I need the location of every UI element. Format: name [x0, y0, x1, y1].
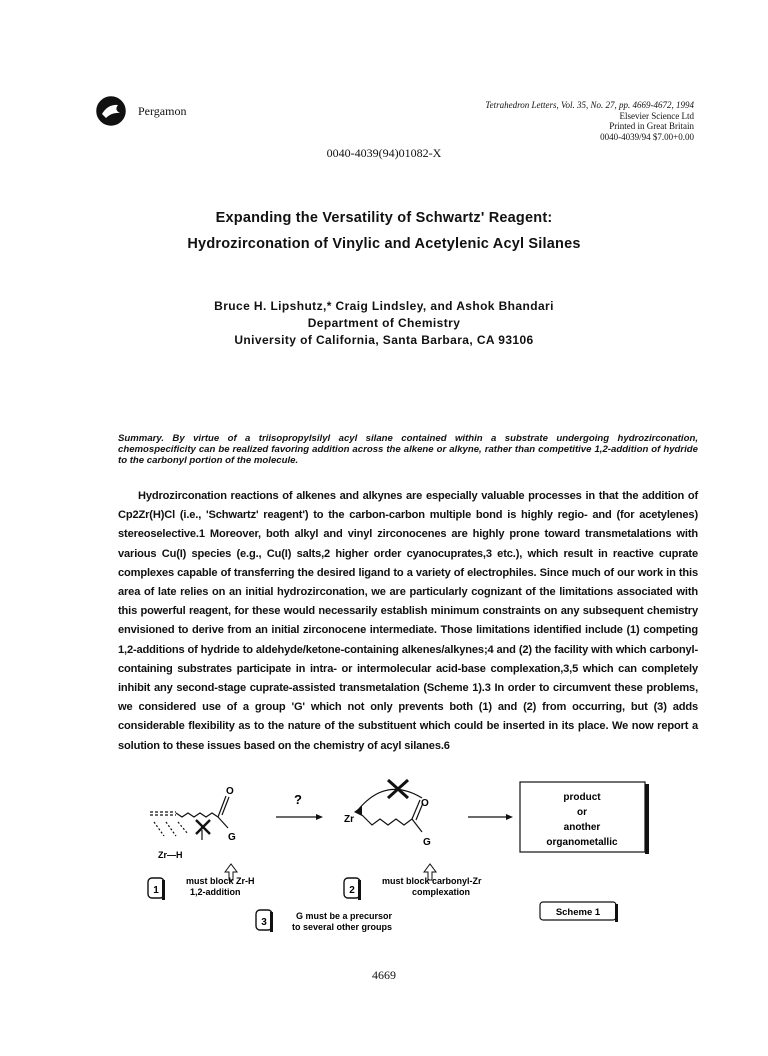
note-1-line-1: must block Zr-H [186, 876, 255, 886]
university: University of California, Santa Barbara, CA 93106 [234, 333, 534, 347]
title-line-1: Expanding the Versatility of Schwartz' Reagent: [215, 210, 553, 226]
middle-g-label: G [423, 837, 431, 848]
note-3-line-2: to several other groups [292, 922, 393, 932]
price-line: 0040-4039/94 $7.00+0.00 [600, 131, 694, 142]
scheme-label: Scheme 1 [555, 907, 601, 918]
product-line-1: product [563, 792, 601, 803]
publisher-name: Pergamon [138, 104, 187, 118]
summary-label: Summary. [118, 433, 165, 444]
author-block [0, 298, 768, 349]
middle-structure [358, 780, 423, 832]
note-2-number: 2 [349, 885, 355, 896]
left-structure [150, 796, 229, 840]
journal-citation: Tetrahedron Letters, Vol. 35, No. 27, pp. 4669-4672, 1994 [485, 100, 694, 110]
paper-title [0, 205, 768, 257]
question-mark: ? [294, 792, 302, 807]
title-line-2: Hydrozirconation of Vinylic and Acetylenic Acyl Silanes [187, 236, 581, 252]
publisher-line: Elsevier Science Ltd [619, 110, 694, 121]
department: Department of Chemistry [307, 316, 461, 330]
printed-line: Printed in Great Britain [609, 121, 694, 131]
body-paragraph-1: Hydrozirconation reactions of alkenes and alkynes are especially valuable processes in that the addition of Cp2Zr(H)Cl (i.e., 'Schwartz' reagent') to the carbon-carbon multiple bond is highly regio- and (for acetylenes) stereoselective.1 Moreover, both alkyl and vinyl zirconocenes are highly prone toward transmetalations with various Cu(I) species (e.g., Cu(I) salts,2 higher order cyanocuprates,3 etc.), which result in reactive cuprate complexes capable of transferring the desired ligand to a variety of electrophiles. Since much of our work in this area of late relies on an initial hydrozirconation, we are particularly cognizant of the limitations associated with this powerful reagent, for these would necessarily establish minimum constraints on any subsequent chemistry envisioned to derive from an initial zirconocene intermediate. Those limitations identified include (1) competing 1,2-additions of hydride to aldehyde/ketone-containing alkenes/alkynes;4 and (2) the facility with which carbonyl-containing substrates participate in intra- or intermolecular acid-base complexation,3,5 which can completely inhibit any second-stage cuprate-assisted transmetalation (Scheme 1).3 In order to circumvent these problems, we considered use of a group 'G' which not only prevents both (1) and (2) from occurring, but (3) adds considerable flexibility as to the nature of the substituent which could be inserted in its place. We now report a solution to these issues based on the chemistry of acyl silanes.6 [118, 490, 698, 752]
note-2-line-2: complexation [412, 887, 471, 897]
note-3-line-1: G must be a precursor [296, 911, 393, 921]
product-line-3: another [563, 822, 601, 833]
note-3-number: 3 [261, 917, 267, 928]
author-names: Bruce H. Lipshutz,* Craig Lindsley, and Ashok Bhandari [214, 299, 554, 313]
scheme-1-diagram [118, 770, 698, 950]
note-1-line-2: 1,2-addition [190, 887, 241, 897]
product-line-4: organometallic [546, 837, 618, 848]
left-g-label: G [228, 832, 236, 843]
product-line-2: or [577, 807, 587, 818]
arrow-head-2-icon [506, 814, 513, 820]
zr-h-label: Zr—H [158, 850, 183, 860]
pergamon-logo-icon [96, 96, 126, 126]
arrow-head-1-icon [316, 814, 323, 820]
complexation-arrow-icon [354, 806, 362, 816]
note-1-number: 1 [153, 885, 159, 896]
summary [118, 433, 698, 466]
note-2-line-1: must block carbonyl-Zr [382, 876, 482, 886]
journal-info [485, 100, 694, 142]
left-oxygen-label: O [226, 786, 234, 797]
summary-text: By virtue of a triisopropylsilyl acyl silane contained within a substrate undergoing hydrozirconation, chemospecificity can be realized favoring addition across the alkene or alkyne, rather than competitive 1,2-addition of hydride to the carbonyl portion of the molecule. [118, 433, 698, 466]
page-number: 4669 [372, 968, 396, 982]
middle-oxygen-label: O [421, 798, 429, 809]
body-text [118, 487, 698, 756]
middle-zr-label: Zr [344, 814, 354, 825]
doi-code: 0040-4039(94)01082-X [326, 146, 442, 160]
